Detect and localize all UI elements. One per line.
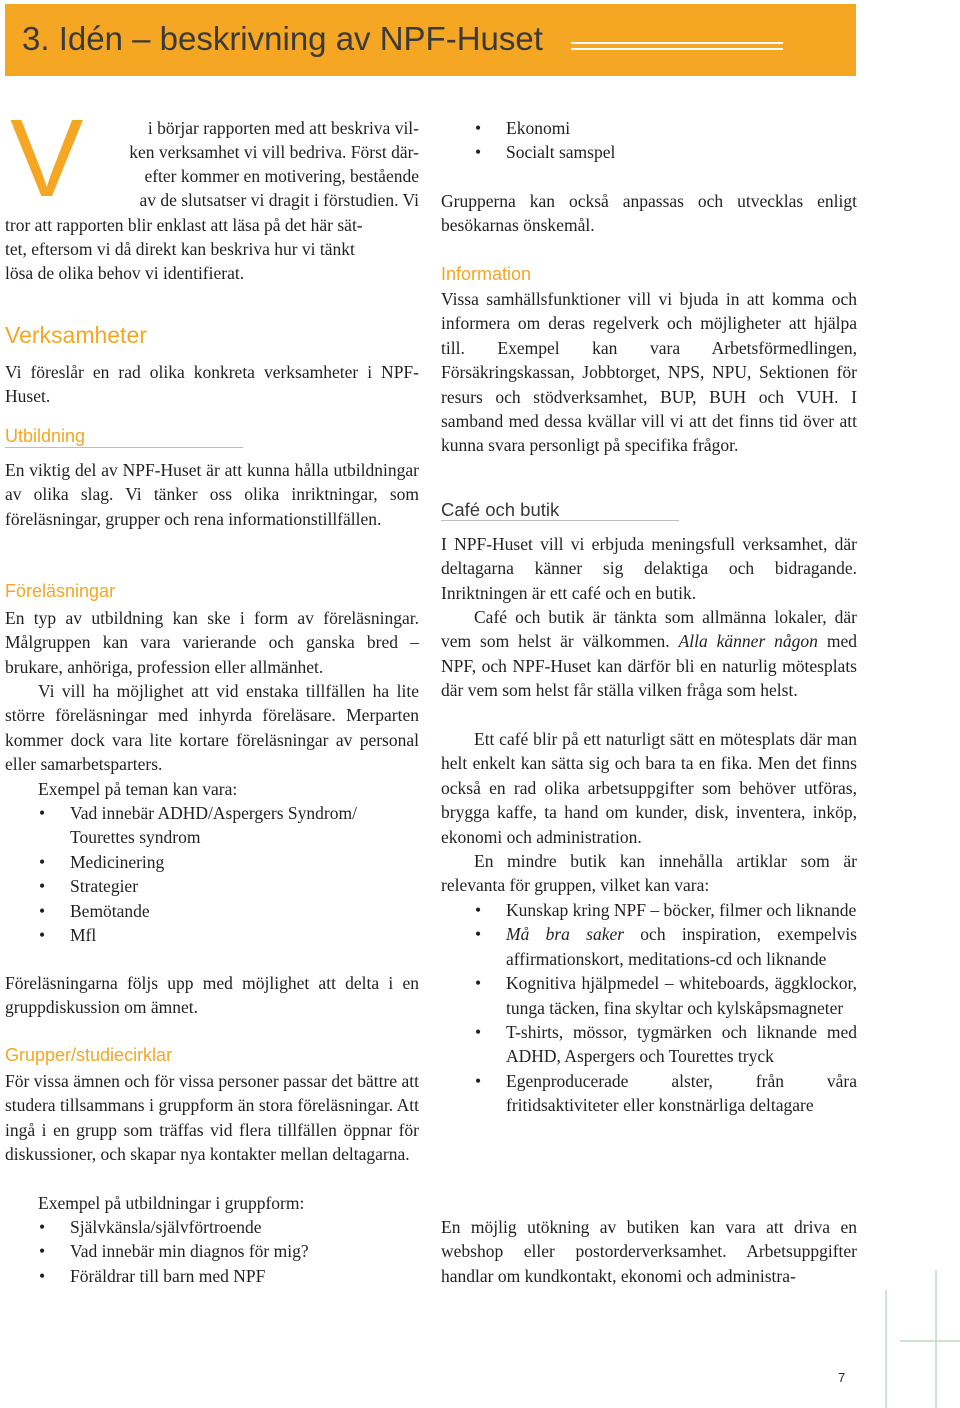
information-heading: Information <box>441 264 532 284</box>
cafe-paragraph-2: Café och butik är tänkta som allmänna lokaler, där vem som helst är välkommen. Alla känner någon med NPF, och NPF-Huset kan därför bli en naturlig mötesplats där vem som helst får ställa vilken fråga som helst. <box>441 607 857 701</box>
chapter-title: 3. Idén – beskrivning av NPF-Huset <box>22 20 543 57</box>
grupperna-text: Grupperna kan också anpassas och utvecklas enligt besökarnas önskemål. <box>441 191 857 236</box>
decoration-line <box>885 1290 887 1408</box>
chapter-banner <box>5 4 856 76</box>
list-item: • Bemötande <box>39 899 419 923</box>
grupper-heading: Grupper/studiecirklar <box>5 1045 173 1065</box>
drop-cap: V <box>10 97 84 220</box>
list-item: • Föräldrar till barn med NPF <box>39 1264 419 1288</box>
list-item: • Vad innebär ADHD/Aspergers Syndrom/ Tourettes syndrom <box>39 801 419 850</box>
list-item: • T-shirts, mössor, tygmärken och liknande med ADHD, Aspergers och Tourettes tryck <box>475 1020 857 1069</box>
information-text: Vissa samhällsfunktioner vill vi bjuda in att komma och informera om deras regelverk och möjligheter att hjälpa till. Exempel kan vara Arbetsförmedlingen, Försäkringskassan, Jobbtorget, NPS, NPU, Sektionen för resurs och stödverksamhet, BUP, BUH och VUH. I samband med dessa kvällar vill vi att det finns tid över att kunna svara personligt på specifika frågor. <box>441 289 857 456</box>
decoration-line <box>900 1340 960 1342</box>
emphasis-text: Alla känner någon <box>678 631 818 652</box>
list-item: • Må bra saker och inspiration, exempelvis affirmationskort, meditations-cd och liknande <box>475 922 857 971</box>
heading-rule <box>5 447 243 448</box>
cafe-paragraph-1: I NPF-Huset vill vi erbjuda meningsfull verksamhet, där deltagarna känner sig delaktiga och bidragande. Inriktningen är ett café och en butik. <box>441 534 857 603</box>
list-item: • Socialt samspel <box>475 140 857 164</box>
decoration-line <box>935 1270 937 1408</box>
list-item: • Vad innebär min diagnos för mig? <box>39 1239 419 1263</box>
list-item: • Egenproducerade alster, från våra fritidsaktiviteter eller konstnärliga deltagare <box>475 1069 857 1118</box>
list-item: • Mfl <box>39 923 419 947</box>
list-item: • Ekonomi <box>475 116 857 140</box>
top-list <box>475 116 857 165</box>
utbildning-heading: Utbildning <box>5 426 86 446</box>
list-item: • Kognitiva hjälpmedel – whiteboards, äggklockor, tunga täcken, fina skyltar och kylskåpsmagneter <box>475 971 857 1020</box>
forelasningar-paragraph-4: Föreläsningarna följs upp med möjlighet att delta i en gruppdiskussion om ämnet. <box>5 973 419 1018</box>
grupper-list <box>39 1215 419 1288</box>
forelasningar-heading: Föreläsningar <box>5 581 116 601</box>
list-item: • Självkänsla/självförtroende <box>39 1215 419 1239</box>
list-item: • Medicinering <box>39 850 419 874</box>
forelasningar-paragraph-3: Exempel på teman kan vara: <box>38 779 238 799</box>
page-number: 7 <box>838 1370 846 1385</box>
cafe-paragraph-4: En mindre butik kan innehålla artiklar som är relevanta för gruppen, vilket kan vara: <box>441 851 857 896</box>
forelasningar-paragraph-2: Vi vill ha möjlighet att vid enstaka tillfällen ha lite större föreläsningar med inhyrda föreläsare. Merparten kommer dock vara lite kortare föreläsningar av personal eller samarbetsparters. <box>5 681 419 775</box>
teman-list <box>39 801 419 947</box>
closing-text: En möjlig utökning av butiken kan vara att driva en webshop eller postorderverksamhet. Arbetsuppgifter handlar om kundkontakt, ekonomi och administra- <box>441 1217 857 1286</box>
list-item: • Strategier <box>39 874 419 898</box>
verksamheter-text: Vi föreslår en rad olika konkreta verksamheter i NPF-Huset. <box>5 362 419 407</box>
banner-decoration <box>571 42 783 54</box>
grupper-paragraph-1: För vissa ämnen och för vissa personer passar det bättre att studera tillsammans i gruppform än stora föreläsningar. Att ingå i en grupp som träffas vid flera tillfällen öppnar för diskussioner, och skapar nya kontakter mellan deltagarna. <box>5 1071 419 1165</box>
verksamheter-heading: Verksamheter <box>5 322 147 348</box>
list-item: • Kunskap kring NPF – böcker, filmer och liknande <box>475 898 857 922</box>
butik-list <box>475 898 857 1118</box>
heading-rule <box>441 520 679 521</box>
grupper-paragraph-2: Exempel på utbildningar i gruppform: <box>38 1193 305 1213</box>
cafe-paragraph-3: Ett café blir på ett naturligt sätt en mötesplats där man helt enkelt kan sätta sig och bara ta en fika. Men det finns också en rad olika arbetsuppgifter som behöver utföras, brygga kaffe, ta hand om kunder, disk, inventera, inköp, ekonomi och administration. <box>441 729 857 847</box>
forelasningar-paragraph-1: En typ av utbildning kan ske i form av föreläsningar. Målgruppen kan vara varierande och ganska bred – brukare, anhöriga, profession eller allmänhet. <box>5 608 419 677</box>
utbildning-text: En viktig del av NPF-Huset är att kunna hålla utbildningar av olika slag. Vi tänker oss olika inriktningar, som föreläsningar, grupper och rena informationstillfällen. <box>5 460 419 529</box>
cafe-heading: Café och butik <box>441 499 560 520</box>
